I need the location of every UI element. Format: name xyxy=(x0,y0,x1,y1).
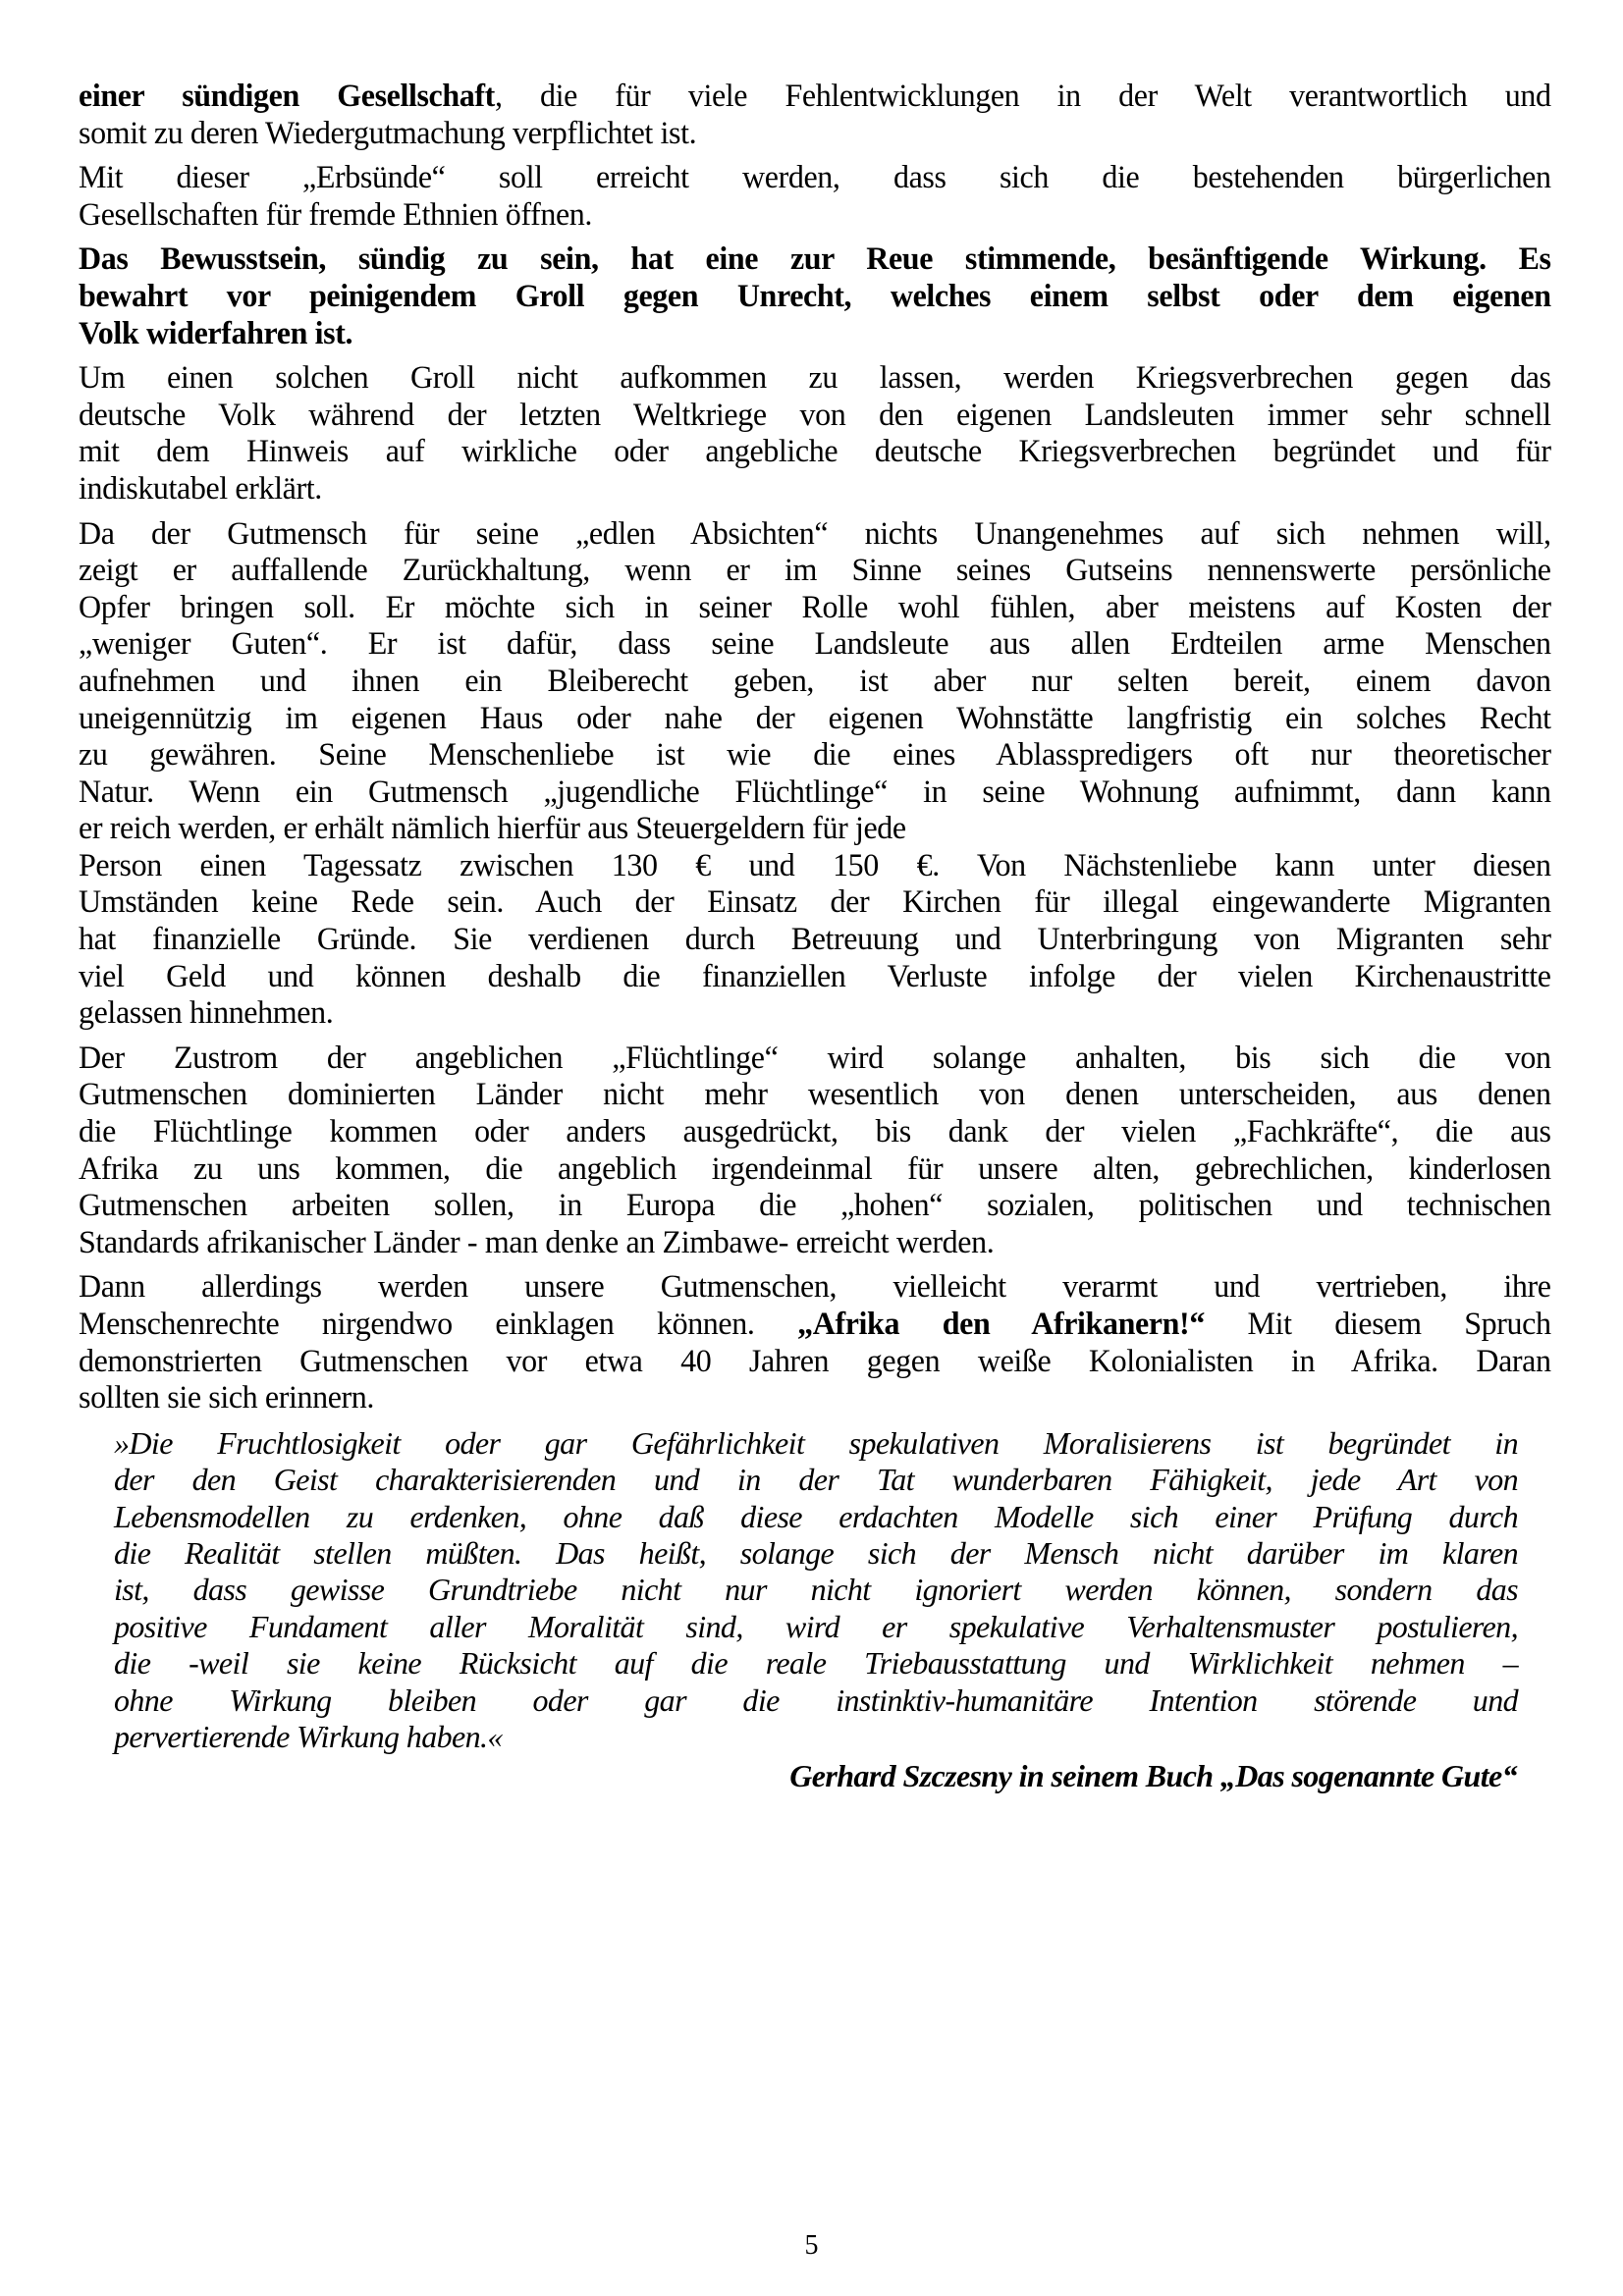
text-segment: Natur. Wenn ein Gutmensch „jugendliche Flüchtlinge“ in seine Wohnung aufnimmt, dann kann xyxy=(79,774,1551,810)
text-line xyxy=(79,664,1551,701)
bold-text: „Afrika den Afrikanern!“ xyxy=(797,1307,1205,1342)
text-line xyxy=(79,434,1551,471)
text-segment: Gutmenschen dominierten Länder nicht mehr wesentlich von denen unterscheiden, aus denen xyxy=(79,1077,1551,1113)
paragraph xyxy=(79,160,1551,234)
paragraph xyxy=(79,360,1551,507)
text-segment: Menschenrechte nirgendwo einklagen können. xyxy=(79,1307,798,1342)
quote-line: die Realität stellen müßten. Das heißt, solange sich der Mensch nicht darüber im klaren xyxy=(114,1535,1518,1571)
text-segment: Umständen keine Rede sein. Auch der Einsatz der Kirchen für illegal eingewanderte Migranten xyxy=(79,884,1551,921)
text-line xyxy=(79,471,1551,508)
quote-line: die -weil sie keine Rücksicht auf die reale Triebausstattung und Wirklichkeit nehmen – xyxy=(114,1645,1518,1682)
text-segment: sollten sie sich erinnern. xyxy=(79,1380,375,1416)
quote-attribution: Gerhard Szczesny in seinem Buch „Das sogenannte Gute“ xyxy=(789,1758,1517,1794)
text-segment: Da der Gutmensch für seine „edlen Absichten“ nichts Unangenehmes auf sich nehmen will, xyxy=(79,515,1551,552)
text-segment: „weniger Guten“. Er ist dafür, dass seine Landsleute aus allen Erdteilen arme Menschen xyxy=(79,626,1551,663)
quote-line: ist, dass gewisse Grundtriebe nicht nur nicht ignoriert werden können, sondern das xyxy=(114,1572,1518,1608)
text-line xyxy=(79,1188,1551,1225)
text-segment: Afrika zu uns kommen, die angeblich irgendeinmal für unsere alten, gebrechlichen, kinderlosen xyxy=(79,1150,1551,1187)
text-line xyxy=(79,79,1551,116)
text-line xyxy=(79,959,1551,996)
text-segment: uneigennützig im eigenen Haus oder nahe der eigenen Wohnstätte langfristig ein solches Recht xyxy=(79,700,1551,736)
text-segment: mit dem Hinweis auf wirkliche oder angebliche deutsche Kriegsverbrechen begründet und für xyxy=(79,434,1551,470)
text-segment: Opfer bringen soll. Er möchte sich in seiner Rolle wohl fühlen, aber meistens auf Kosten der xyxy=(79,589,1551,625)
bold-text: bewahrt vor peinigendem Groll gegen Unrecht, welches einem selbst oder dem eigenen xyxy=(79,278,1551,314)
text-segment: aufnehmen und ihnen ein Bleiberecht geben, ist aber nur selten bereit, einem davon xyxy=(79,663,1551,699)
document-page xyxy=(79,79,1551,1794)
text-line xyxy=(79,1307,1551,1344)
body-text xyxy=(79,79,1551,1417)
text-line xyxy=(79,1269,1551,1307)
text-segment: Gesellschaften für fremde Ethnien öffnen. xyxy=(79,196,593,233)
text-line xyxy=(79,737,1551,774)
text-segment: Dann allerdings werden unsere Gutmenschen, vielleicht verarmt und vertrieben, ihre xyxy=(79,1269,1551,1306)
text-segment: , die für viele Fehlentwicklungen in der Welt verantwortlich und xyxy=(494,79,1551,114)
text-line xyxy=(79,1344,1551,1381)
text-segment: zu gewähren. Seine Menschenliebe ist wie die eines Ablasspredigers oft nur theoretischer xyxy=(79,737,1551,774)
paragraph xyxy=(79,516,1551,1033)
text-line xyxy=(79,116,1551,153)
bold-text: Das Bewusstsein, sündig zu sein, hat eine zur Reue stimmende, besänftigende Wirkung. Es xyxy=(79,241,1551,278)
text-line xyxy=(79,1077,1551,1114)
paragraph xyxy=(79,241,1551,352)
text-line xyxy=(79,1151,1551,1189)
text-segment: hat finanzielle Gründe. Sie verdienen durch Betreuung und Unterbringung von Migranten sehr xyxy=(79,922,1551,958)
text-line xyxy=(79,848,1551,885)
text-segment: Standards afrikanischer Länder - man denke an Zimbawe- erreicht werden. xyxy=(79,1224,995,1260)
text-line xyxy=(79,590,1551,627)
text-segment: Um einen solchen Groll nicht aufkommen zu lassen, werden Kriegsverbrechen gegen das xyxy=(79,360,1551,397)
text-line xyxy=(79,811,1551,848)
quote-line: positive Fundament aller Moralität sind, wird er spekulative Verhaltensmuster postulieren, xyxy=(114,1608,1518,1644)
text-line xyxy=(79,1380,1551,1417)
text-line xyxy=(79,241,1551,279)
text-line xyxy=(79,516,1551,554)
text-line xyxy=(79,701,1551,738)
text-line xyxy=(79,160,1551,197)
quote-line: ohne Wirkung bleiben oder gar die instinktiv-humanitäre Intention störende und xyxy=(114,1682,1518,1718)
text-line xyxy=(79,1041,1551,1078)
paragraph xyxy=(79,79,1551,152)
paragraph xyxy=(79,1041,1551,1262)
bold-text: einer sündigen Gesellschaft xyxy=(79,79,495,114)
text-line xyxy=(79,1225,1551,1262)
text-line xyxy=(79,279,1551,316)
text-line xyxy=(79,626,1551,664)
text-segment: Der Zustrom der angeblichen „Flüchtlinge“ wird solange anhalten, bis sich die von xyxy=(79,1040,1551,1076)
block-quote xyxy=(114,1425,1518,1756)
quote-line: pervertierende Wirkung haben.« xyxy=(114,1719,503,1755)
paragraph xyxy=(79,1269,1551,1416)
text-segment: Person einen Tagessatz zwischen 130 € und 150 €. Von Nächstenliebe kann unter diesen xyxy=(79,847,1551,883)
text-segment: deutsche Volk während der letzten Weltkriege von den eigenen Landsleuten immer sehr schnell xyxy=(79,397,1551,433)
text-segment: somit zu deren Wiedergutmachung verpflichtet ist. xyxy=(79,115,697,151)
text-line xyxy=(79,1114,1551,1151)
text-line xyxy=(79,360,1551,398)
text-segment: Gutmenschen arbeiten sollen, in Europa die „hohen“ sozialen, politischen und technischen xyxy=(79,1188,1551,1224)
text-segment: indiskutabel erklärt. xyxy=(79,470,322,507)
bold-text: Volk widerfahren ist. xyxy=(79,315,353,351)
text-line xyxy=(79,774,1551,812)
quote-line: der den Geist charakterisierenden und in der Tat wunderbaren Fähigkeit, jede Art von xyxy=(114,1462,1518,1498)
page-number: 5 xyxy=(804,2230,819,2261)
text-line xyxy=(79,398,1551,435)
text-segment: Mit dieser „Erbsünde“ soll erreicht werden, dass sich die bestehenden bürgerlichen xyxy=(79,160,1551,196)
text-segment: die Flüchtlinge kommen oder anders ausgedrückt, bis dank der vielen „Fachkräfte“, die aus xyxy=(79,1114,1551,1150)
text-line xyxy=(79,316,1551,353)
quote-line: Lebensmodellen zu erdenken, ohne daß diese erdachten Modelle sich einer Prüfung durch xyxy=(114,1498,1518,1534)
text-line xyxy=(79,995,1551,1033)
quote-line: »Die Fruchtlosigkeit oder gar Gefährlichkeit spekulativen Moralisierens ist begründet in xyxy=(114,1424,1518,1461)
text-segment: viel Geld und können deshalb die finanziellen Verluste infolge der vielen Kirchenaustritte xyxy=(79,958,1551,994)
text-segment: er reich werden, er erhält nämlich hierfür aus Steuergeldern für jede xyxy=(79,811,906,847)
text-line xyxy=(79,197,1551,235)
text-line xyxy=(79,553,1551,590)
text-segment: demonstrierten Gutmenschen vor etwa 40 Jahren gegen weiße Kolonialisten in Afrika. Daran xyxy=(79,1343,1551,1379)
text-segment: zeigt er auffallende Zurückhaltung, wenn er im Sinne seines Gutseins nennenswerte persönliche xyxy=(79,553,1551,589)
text-segment: gelassen hinnehmen. xyxy=(79,995,334,1032)
text-line xyxy=(79,884,1551,922)
text-segment: Mit diesem Spruch xyxy=(1204,1307,1551,1342)
text-line xyxy=(79,922,1551,959)
